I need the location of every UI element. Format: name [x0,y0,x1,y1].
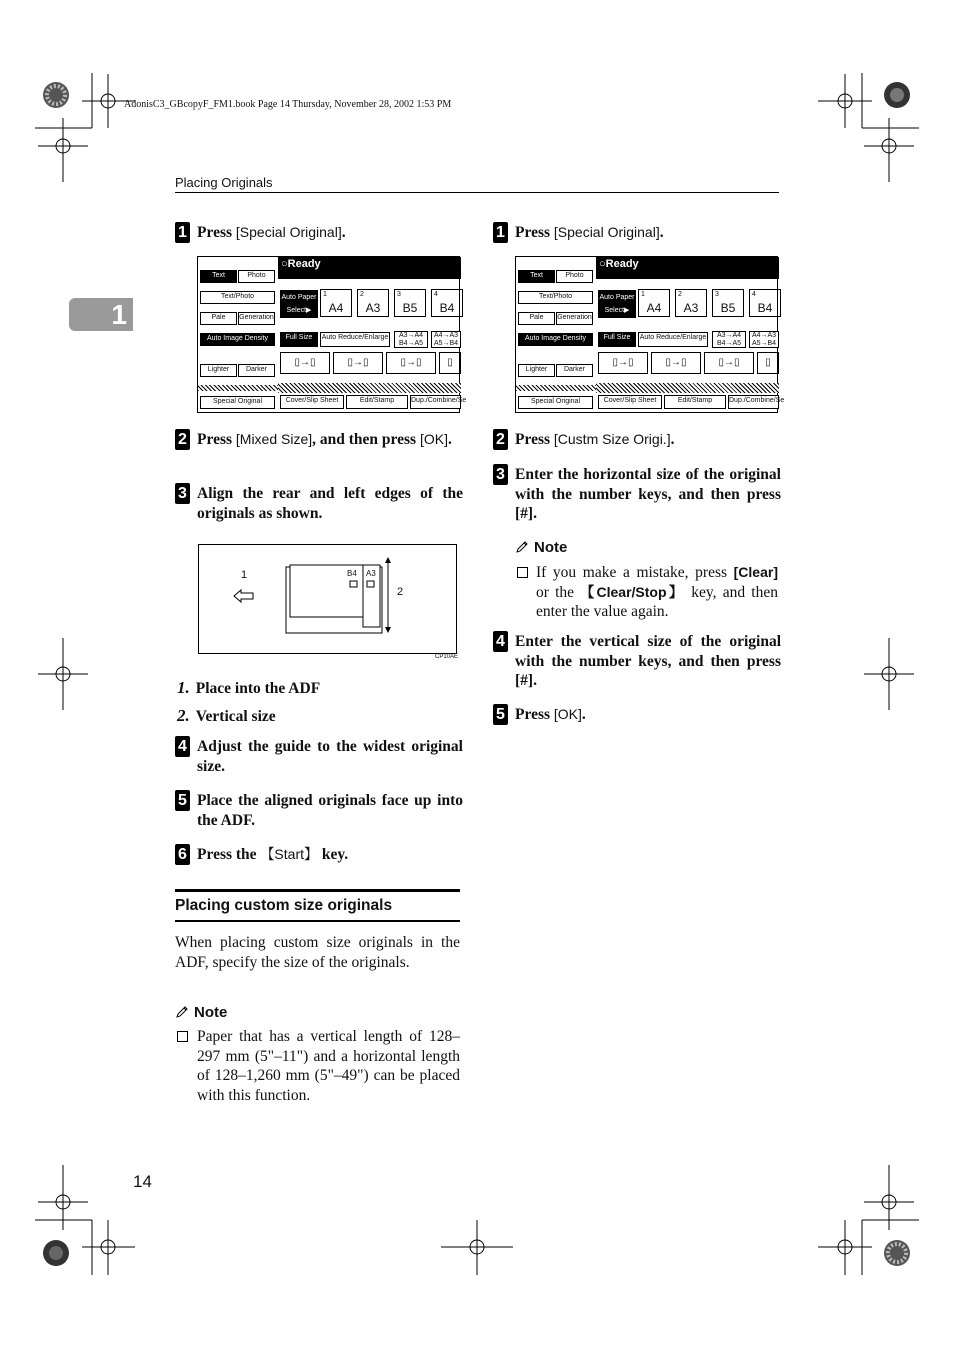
step-text: Press [Special Original]. [515,224,664,241]
pale-key: Pale [518,312,555,325]
step-number: 5 [175,790,190,811]
step-number: 4 [493,631,508,652]
step-text: Press [Mixed Size], and then press [OK]. [197,431,452,448]
book-icon: ▯ [757,352,779,374]
page-number: 14 [133,1172,152,1191]
series-icon: ▯→▯ [386,352,436,374]
callout-2: 2 [397,586,404,598]
dup-combine-key: Dup./Combine/Se [728,395,779,409]
tray-3: 3 B5 [394,289,426,317]
combine-icon: ▯→▯ [651,352,701,374]
print-line: AdonisC3_GBcopyF_FM1.book Page 14 Thursday, November 28, 2002 1:53 PM [124,99,452,110]
step-text: Adjust the guide to the widest original size. [197,738,463,775]
special-original-key: Special Original [518,396,593,409]
step-number: 3 [493,464,508,485]
tray-2: 2 A3 [357,289,389,317]
auto-paper-select-key: Auto Paper Select▶ [280,290,318,318]
paper-a3: A3 [366,569,376,578]
step-text: Place the aligned originals face up into the ADF. [197,792,463,829]
step-text: Press the 【Start】 key. [197,846,349,863]
full-size-key: Full Size [598,332,636,347]
lighter-key: Lighter [518,364,555,377]
note-text: If you make a mistake, press [Clear] or the 【Clear/Stop】 key, and then enter the value again. [536,564,778,620]
text-photo-key: Text/Photo [518,291,593,304]
step-text: Align the rear and left edges of the originals as shown. [197,485,463,522]
auto-image-density-key: Auto Image Density [200,333,275,346]
ready-status: ○Ready [278,257,461,279]
photo-key: Photo [238,270,275,283]
auto-reduce-enlarge-key: Auto Reduce/Enlarge [638,332,708,347]
pencil-icon [515,540,529,554]
step-number: 2 [493,429,508,450]
note-checkbox-icon [177,1031,188,1042]
list-item-1: 1. Place into the ADF [177,678,321,697]
section-body: When placing custom size originals in the ADF, specify the size of the originals. [175,934,460,971]
photo-key: Photo [556,270,593,283]
text-key: Text [200,270,237,283]
arrow-left-icon [233,589,255,603]
figure-code: CP10AE [435,654,459,660]
cover-slip-sheet-key: Cover/Slip Sheet [598,395,662,409]
step-text: Enter the horizontal size of the original with the number keys, and then press [#]. [515,466,781,522]
note-heading: Note [175,1004,227,1021]
tray-1: 1 A4 [320,289,352,317]
step-text: Press [OK]. [515,706,586,723]
paper-b4: B4 [347,569,357,578]
duplex-icon: ▯→▯ [280,352,330,374]
cover-slip-sheet-key: Cover/Slip Sheet [280,395,344,409]
text-photo-key: Text/Photo [200,291,275,304]
pale-key: Pale [200,312,237,325]
combine-icon: ▯→▯ [333,352,383,374]
tray-1: 1 A4 [638,289,670,317]
note-heading: Note [515,539,567,556]
darker-key: Darker [556,364,593,377]
ratio-key-2: A4→A3 A5→B4 [431,331,461,348]
note-text: Paper that has a vertical length of 128–297 mm (5"–11") and a horizontal length of 128–1,260 mm (5"–49") can be placed with this function. [197,1028,460,1104]
note-checkbox-icon [517,567,528,578]
tray-3: 3 B5 [712,289,744,317]
step-number: 6 [175,844,190,865]
dup-combine-key: Dup./Combine/Se [410,395,461,409]
lighter-key: Lighter [200,364,237,377]
step-number: 1 [493,222,508,243]
darker-key: Darker [238,364,275,377]
control-panel-screen [515,256,785,413]
book-icon: ▯ [439,352,461,374]
auto-image-density-key: Auto Image Density [518,333,593,346]
tray-4: 4 B4 [431,289,463,317]
full-size-key: Full Size [280,332,318,347]
ratio-key-1: A3→A4 B4→A5 [394,331,428,348]
step-number: 5 [493,704,508,725]
section-heading: Placing custom size originals [175,889,460,922]
step-number: 1 [175,222,190,243]
series-icon: ▯→▯ [704,352,754,374]
control-panel-screen [197,256,467,413]
duplex-icon: ▯→▯ [598,352,648,374]
tray-4: 4 B4 [749,289,781,317]
step-number: 3 [175,483,190,504]
callout-1: 1 [241,569,248,581]
tray-2: 2 A3 [675,289,707,317]
step-text: Enter the vertical size of the original with the number keys, and then press [#]. [515,633,781,689]
running-head: Placing Originals [175,175,273,190]
text-key: Text [518,270,555,283]
edit-stamp-key: Edit/Stamp [346,395,408,409]
special-original-key: Special Original [200,396,275,409]
header-rule [175,192,779,193]
step-text: Press [Custm Size Origi.]. [515,431,675,448]
edit-stamp-key: Edit/Stamp [664,395,726,409]
step-text: Press [Special Original]. [197,224,346,241]
auto-reduce-enlarge-key: Auto Reduce/Enlarge [320,332,390,347]
alignment-diagram [198,544,459,660]
auto-paper-select-key: Auto Paper Select▶ [598,290,636,318]
pencil-icon [175,1005,189,1019]
step-number: 2 [175,429,190,450]
ready-status: ○Ready [596,257,779,279]
vertical-arrow [382,557,394,633]
step-number: 4 [175,736,190,757]
generation-key: Generation [238,312,275,325]
originals-stack [285,563,397,635]
ratio-key-1: A3→A4 B4→A5 [712,331,746,348]
list-item-2: 2. Vertical size [177,706,276,725]
ratio-key-2: A4→A3 A5→B4 [749,331,779,348]
generation-key: Generation [556,312,593,325]
chapter-tab: 1 [69,298,133,331]
